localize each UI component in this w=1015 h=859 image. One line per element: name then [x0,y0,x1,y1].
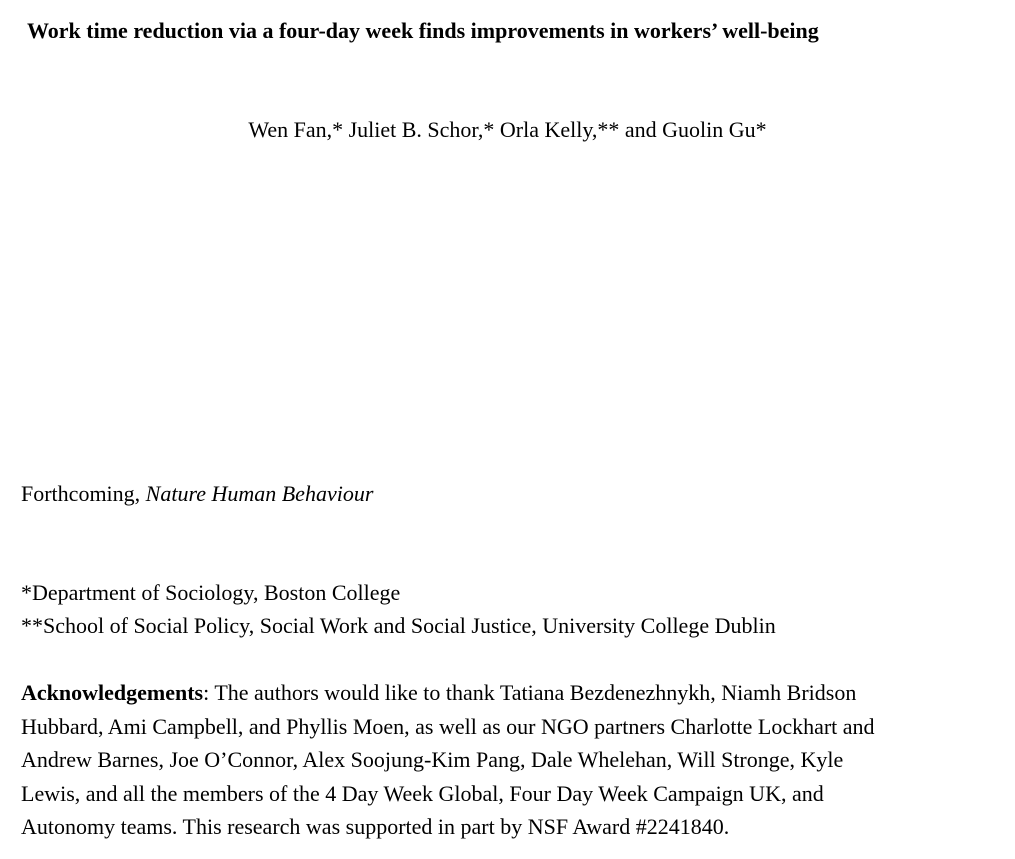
paper-title: Work time reduction via a four-day week finds improvements in workers’ well-being [27,18,819,43]
acknowledgements-text-1: : The authors would like to thank Tatiana Bezdenezhnykh, Niamh Bridson [203,680,857,705]
publication-status [21,478,373,510]
acknowledgements-text-3: Andrew Barnes, Joe O’Connor, Alex Soojung-Kim Pang, Dale Whelehan, Will Stronge, Kyle [21,747,844,772]
acknowledgements-text-4: Lewis, and all the members of the 4 Day Week Global, Four Day Week Campaign UK, and [21,780,824,806]
acknowledgements-section [21,676,996,844]
acknowledgements-line-1 [21,676,996,710]
affiliation-2: **School of Social Policy, Social Work and Social Justice, University College Dublin [21,613,776,638]
acknowledgements-text-5: Autonomy teams. This research was supported in part by NSF Award #2241840. [21,814,730,839]
affiliation-1: *Department of Sociology, Boston College [21,580,401,605]
acknowledgements-text-2: Hubbard, Ami Campbell, and Phyllis Moen, as well as our NGO partners Charlotte Lockhart and [21,713,875,739]
acknowledgements-heading: Acknowledgements [21,680,204,705]
journal-name: Nature Human Behaviour [145,481,374,506]
author-list: Wen Fan,* Juliet B. Schor,* Orla Kelly,** and Guolin Gu* [248,117,767,142]
publication-status-prefix: Forthcoming, [21,481,146,506]
